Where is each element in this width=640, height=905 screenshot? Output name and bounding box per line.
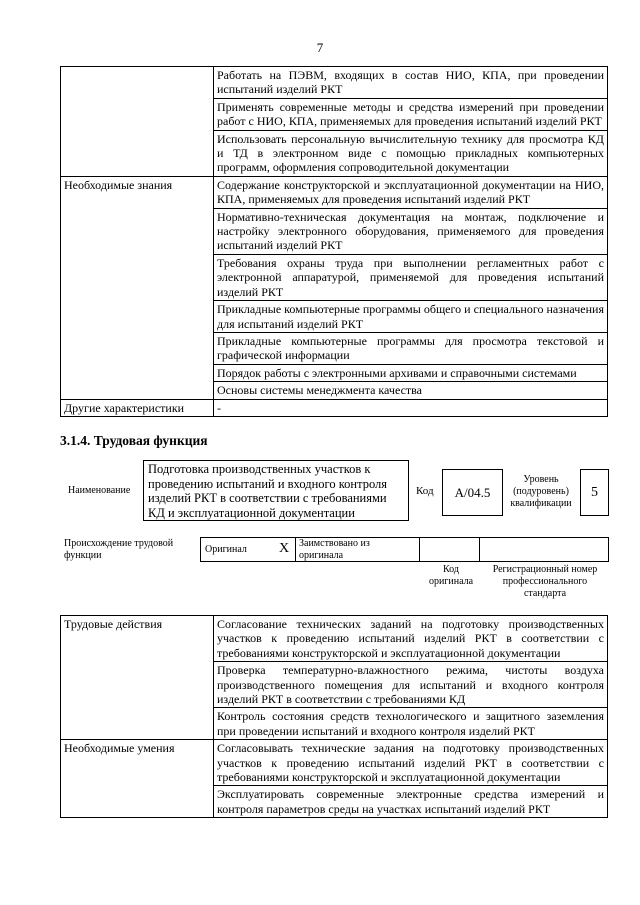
table-row — [61, 740, 608, 786]
registration-caption: Регистрационный номер профессионального стандарта — [492, 564, 598, 599]
row-text: Требования охраны труда при выполнении регламентных работ с электронной аппаратурой, применяемой для проведения испытаний изделий РКТ — [214, 254, 608, 300]
registration-number-cell — [479, 537, 609, 562]
page-number: 7 — [316, 40, 324, 55]
row-text: Основы системы менеджмента качества — [214, 382, 608, 399]
row-text: Согласовывать технические задания на подготовку производственных участков к проведению испытаний изделий РКТ в соответствии с требованиями конструкторской и эксплуатационной документации — [214, 740, 608, 786]
original-cell — [200, 537, 296, 562]
function-name: Подготовка производственных участков к проведению испытаний и входного контроля изделий РКТ в соответствии с требованиями КД и эксплуатационной документации — [143, 460, 409, 521]
row-text: Порядок работы с электронными архивами и справочными системами — [214, 364, 608, 381]
row-label: Другие характеристики — [61, 399, 214, 416]
qualification-level: 5 — [580, 469, 609, 516]
row-text: Проверка температурно-влажностного режима, чистоты воздуха производственного помещения для испытаний и входного контроля изделий РКТ в соответствии с требованиями КД — [214, 662, 608, 708]
original-mark: X — [279, 541, 290, 556]
row-text: - — [214, 399, 608, 416]
row-text: Нормативно-техническая документация на монтаж, подключение и настройку электронного оборудования, применяемого для проведения испытаний изделий РКТ — [214, 208, 608, 254]
table-row — [61, 176, 608, 208]
actions-table — [60, 615, 608, 818]
row-label: Необходимые знания — [61, 176, 214, 399]
table-row — [61, 616, 608, 662]
code-label: Код — [416, 485, 434, 497]
row-text: Работать на ПЭВМ, входящих в состав НИО, КПА, при проведении испытаний изделий РКТ — [214, 67, 608, 99]
row-text: Эксплуатировать современные электронные средства измерений и контроля параметров среды на участках испытаний изделий РКТ — [214, 786, 608, 818]
row-text: Применять современные методы и средства измерений при проведении работ с НИО, КПА, применяемых для проведения испытаний изделий РКТ — [214, 98, 608, 130]
original-code-cell — [419, 537, 480, 562]
row-text: Контроль состояния средств технологического и защитного заземления при проведении испытаний и входного контроля изделий РКТ — [214, 708, 608, 740]
original-label: Оригинал — [205, 544, 247, 555]
table-row — [61, 67, 608, 99]
borrowed-cell: Заимствовано из оригинала — [295, 537, 420, 562]
name-label: Наименование — [68, 485, 131, 496]
row-label — [61, 67, 214, 177]
origin-label: Происхождение трудовой функции — [64, 538, 174, 561]
row-text: Использовать персональную вычислительную технику для просмотра КД и ТД в электронном виде с помощью прикладных компьютерных программ, оформления сопроводительной документации — [214, 130, 608, 176]
row-text: Прикладные компьютерные программы общего и специального назначения для испытаний изделий РКТ — [214, 301, 608, 333]
knowledge-table — [60, 66, 608, 417]
row-label: Необходимые умения — [61, 740, 214, 818]
function-code: A/04.5 — [442, 469, 503, 516]
level-label: Уровень (подуровень) квалификации — [510, 474, 572, 509]
row-text: Содержание конструкторской и эксплуатационной документации на НИО, КПА, применяемых для проведения испытаний изделий РКТ — [214, 176, 608, 208]
table-row — [61, 399, 608, 416]
row-text: Согласование технических заданий на подготовку производственных участков к проведению испытаний изделий РКТ в соответствии с требованиями конструкторской и эксплуатационной документации — [214, 616, 608, 662]
code-caption: Код оригинала — [428, 564, 474, 587]
section-title: 3.1.4. Трудовая функция — [60, 433, 208, 448]
row-text: Прикладные компьютерные программы для просмотра текстовой и графической информации — [214, 332, 608, 364]
row-label: Трудовые действия — [61, 616, 214, 740]
